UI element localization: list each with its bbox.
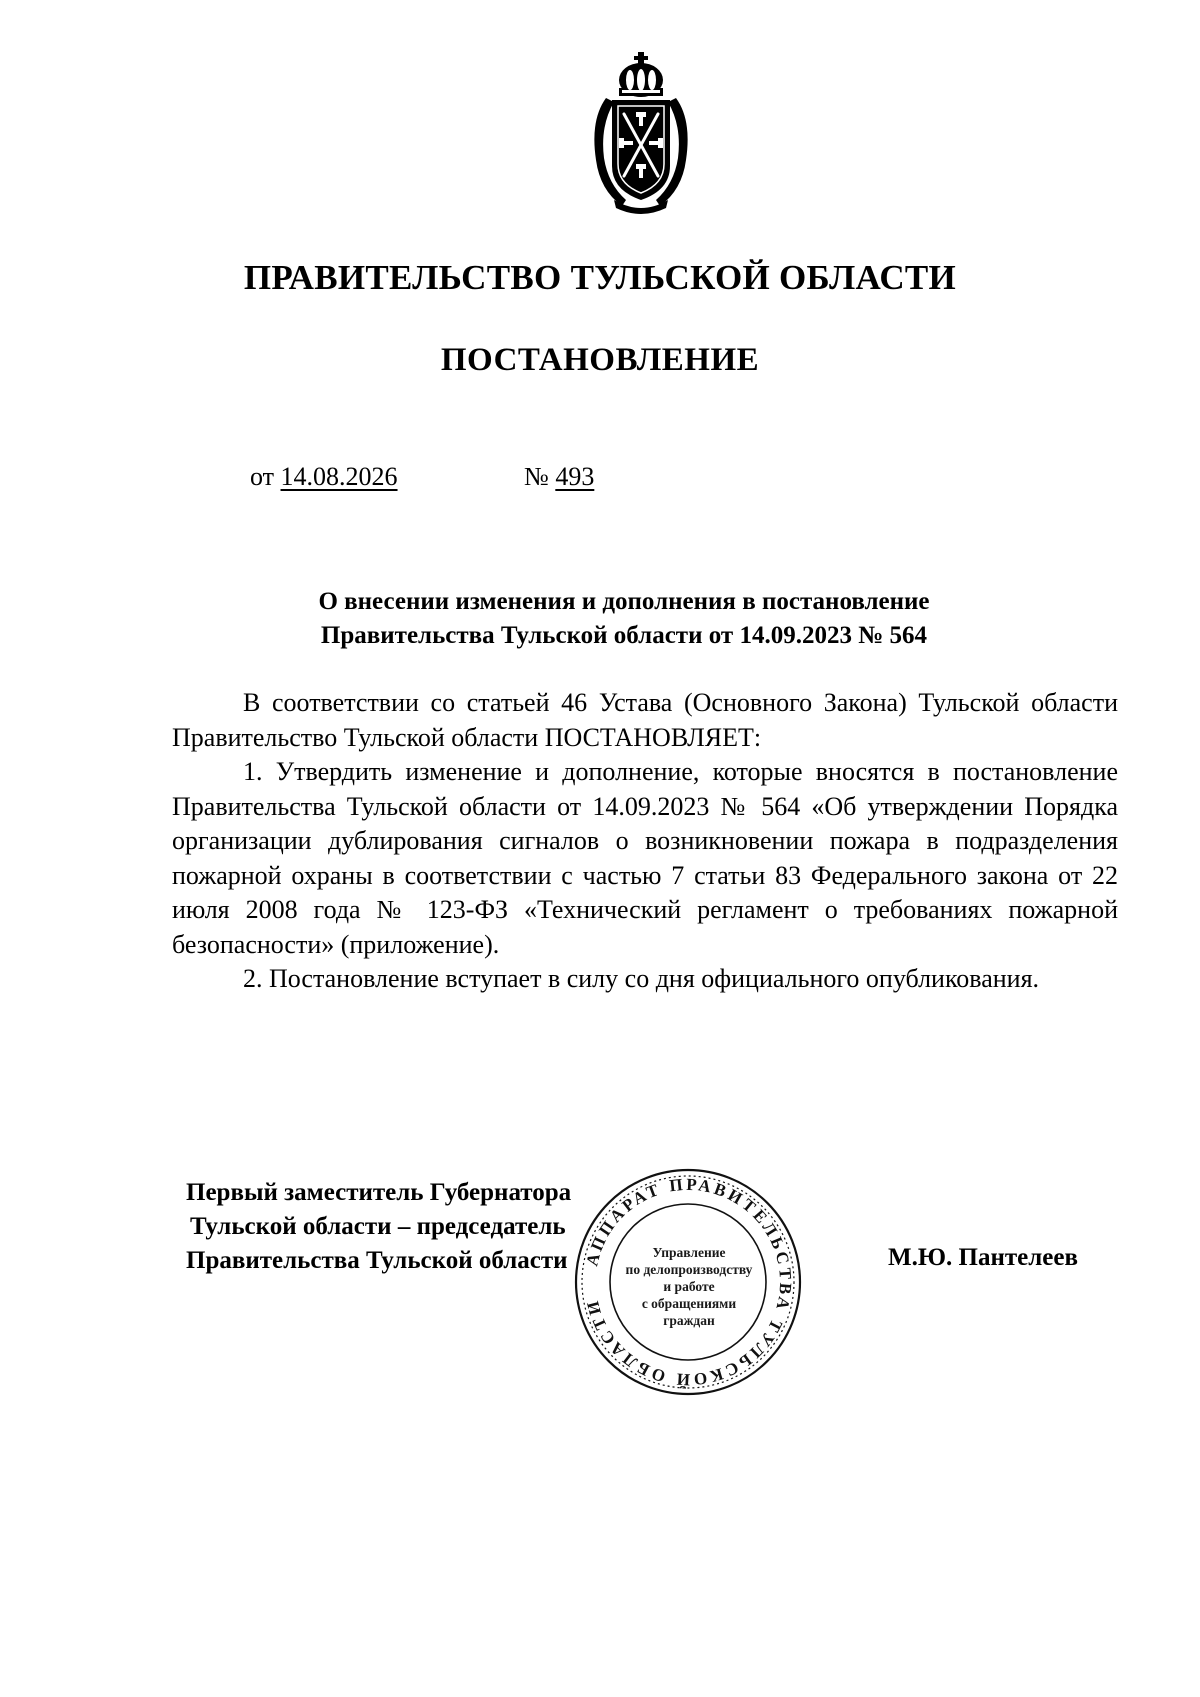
date-prefix: от (250, 462, 275, 491)
government-title: ПРАВИТЕЛЬСТВО ТУЛЬСКОЙ ОБЛАСТИ (243, 258, 957, 297)
signatory-position (186, 1176, 571, 1278)
stamp-line-1: Управление (652, 1245, 726, 1260)
document-type: ПОСТАНОВЛЕНИЕ (440, 342, 760, 378)
number-prefix: № (524, 462, 549, 491)
document-body (172, 686, 1118, 997)
position-line-2: Тульской области – председатель (190, 1213, 566, 1240)
document-date (250, 462, 398, 492)
tula-coat-of-arms-icon (586, 50, 696, 216)
position-line-1: Первый заместитель Губернатора (186, 1179, 572, 1206)
document-number (524, 462, 594, 492)
signatory-name: М.Ю. Пантелеев (888, 1244, 1078, 1271)
subject-line-2: Правительства Тульской области от 14.09.2023 № 564 (320, 622, 928, 649)
number-value: 493 (555, 462, 595, 491)
stamp-line-2: по делопроизводству (625, 1262, 753, 1277)
document-subject (0, 585, 1200, 653)
item-2-paragraph: 2. Постановление вступает в силу со дня официального опубликования. (243, 964, 1040, 993)
stamp-ring-text: АППАРАТ ПРАВИТЕЛЬСТВА ТУЛЬСКОЙ ОБЛАСТИ (582, 1174, 796, 1390)
stamp-center-text (614, 1244, 764, 1329)
date-value: 14.08.2026 (280, 462, 398, 491)
item-1-paragraph: 1. Утвердить изменение и дополнение, которые вносятся в постановление Правительства Тульской области от 14.09.2023 № 564 «Об утверждении Порядка организации дублирования сигналов о возникновении пожара в подразделения пожарной охраны в соответствии с частью 7 статьи 83 Федерального закона от 22 июля 2008 года № 123-ФЗ «Технический регламент о требованиях пожарной безопасности» (приложение). (172, 757, 1118, 959)
subject-line-1: О внесении изменения и дополнения в постановление (318, 588, 930, 615)
stamp-line-4: с обращениями (641, 1296, 737, 1311)
preamble-paragraph: В соответствии со статьей 46 Устава (Основного Закона) Тульской области Правительство Тульской области ПОСТАНОВЛЯЕТ: (172, 688, 1118, 752)
position-line-3: Правительства Тульской области (186, 1247, 568, 1274)
stamp-line-3: и работе (663, 1279, 715, 1294)
stamp-line-5: граждан (663, 1313, 715, 1328)
